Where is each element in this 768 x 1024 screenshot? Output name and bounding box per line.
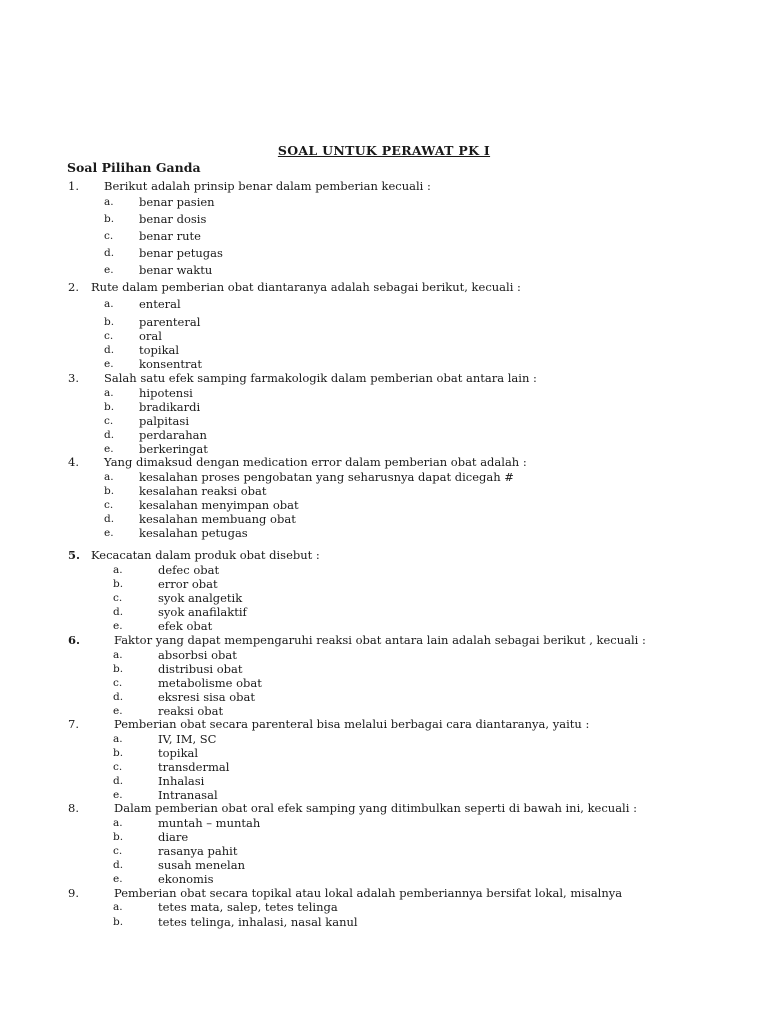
option-text: IV, IM, SC xyxy=(158,732,217,746)
option-letter: d. xyxy=(104,247,115,259)
question-number: 9. xyxy=(68,886,79,900)
option-text: parenteral xyxy=(139,315,201,329)
option-text: diare xyxy=(158,830,189,844)
option-letter: e. xyxy=(113,789,123,801)
option-text: metabolisme obat xyxy=(158,676,262,690)
option-letter: c. xyxy=(104,415,114,427)
option-text: konsentrat xyxy=(139,357,203,371)
option-letter: a. xyxy=(113,649,123,661)
option-text: syok analgetik xyxy=(158,591,243,605)
option-text: absorbsi obat xyxy=(158,648,237,662)
question-number: 6. xyxy=(68,633,81,647)
option-text: kesalahan reaksi obat xyxy=(139,484,267,498)
option-letter: d. xyxy=(104,344,115,356)
option-letter: b. xyxy=(104,401,115,413)
option-text: ekonomis xyxy=(158,872,214,886)
option-letter: c. xyxy=(104,499,114,511)
option-text: tetes mata, salep, tetes telinga xyxy=(158,900,338,914)
option-letter: b. xyxy=(113,578,124,590)
option-letter: c. xyxy=(113,592,123,604)
question-text: Pemberian obat secara topikal atau lokal adalah pemberiannya bersifat lokal, misalnya xyxy=(114,886,623,900)
option-text: efek obat xyxy=(158,619,213,633)
option-text: benar rute xyxy=(139,229,201,243)
option-letter: b. xyxy=(113,831,124,843)
option-letter: d. xyxy=(113,606,124,618)
option-letter: c. xyxy=(113,845,123,857)
option-letter: e. xyxy=(113,705,123,717)
option-letter: b. xyxy=(104,316,115,328)
option-text: kesalahan menyimpan obat xyxy=(139,498,299,512)
option-text: rasanya pahit xyxy=(158,844,238,858)
option-letter: b. xyxy=(113,747,124,759)
option-letter: c. xyxy=(104,330,114,342)
option-text: transdermal xyxy=(158,760,230,774)
question-text: Salah satu efek samping farmakologik dalam pemberian obat antara lain : xyxy=(104,371,537,385)
option-text: reaksi obat xyxy=(158,704,224,718)
option-letter: b. xyxy=(104,485,115,497)
question-number: 3. xyxy=(68,371,79,385)
question-text: Pemberian obat secara parenteral bisa melalui berbagai cara diantaranya, yaitu : xyxy=(114,717,590,731)
option-text: eksresi sisa obat xyxy=(158,690,255,704)
option-letter: e. xyxy=(113,873,123,885)
option-letter: a. xyxy=(113,733,123,745)
question-number: 8. xyxy=(68,801,79,815)
option-letter: a. xyxy=(113,817,123,829)
option-letter: e. xyxy=(104,264,114,276)
question-text: Berikut adalah prinsip benar dalam pemberian kecuali : xyxy=(104,179,431,193)
option-letter: e. xyxy=(113,620,123,632)
option-letter: c. xyxy=(113,761,123,773)
option-letter: d. xyxy=(113,859,124,871)
question-number: 2. xyxy=(68,280,79,294)
question-number: 7. xyxy=(68,717,79,731)
option-letter: e. xyxy=(104,443,114,455)
option-text: Inhalasi xyxy=(158,774,205,788)
option-letter: c. xyxy=(104,230,114,242)
question-text: Rute dalam pemberian obat diantaranya adalah sebagai berikut, kecuali : xyxy=(91,280,521,294)
question-number: 4. xyxy=(68,455,79,469)
option-text: distribusi obat xyxy=(158,662,243,676)
question-text: Dalam pemberian obat oral efek samping yang ditimbulkan seperti di bawah ini, kecuali : xyxy=(114,801,637,815)
option-letter: a. xyxy=(104,298,114,310)
option-text: perdarahan xyxy=(139,428,207,442)
option-letter: a. xyxy=(104,196,114,208)
option-text: benar waktu xyxy=(139,263,213,277)
option-text: enteral xyxy=(139,297,181,311)
option-letter: e. xyxy=(104,358,114,370)
option-text: oral xyxy=(139,329,162,343)
question-number: 5. xyxy=(68,548,81,562)
option-letter: b. xyxy=(104,213,115,225)
section-heading: Soal Pilihan Ganda xyxy=(67,160,201,175)
page-title: SOAL UNTUK PERAWAT PK I xyxy=(277,143,491,158)
option-text: Intranasal xyxy=(158,788,218,802)
question-text: Faktor yang dapat mempengaruhi reaksi obat antara lain adalah sebagai berikut , kecuali : xyxy=(114,633,646,647)
option-text: topikal xyxy=(139,343,180,357)
option-text: error obat xyxy=(158,577,218,591)
option-text: susah menelan xyxy=(158,858,245,872)
option-letter: a. xyxy=(104,471,114,483)
option-text: kesalahan membuang obat xyxy=(139,512,296,526)
option-text: hipotensi xyxy=(139,386,193,400)
option-text: muntah – muntah xyxy=(158,816,261,830)
option-letter: d. xyxy=(104,429,115,441)
option-letter: e. xyxy=(104,527,114,539)
option-text: benar pasien xyxy=(139,195,215,209)
option-text: kesalahan proses pengobatan yang seharusnya dapat dicegah # xyxy=(139,470,514,484)
question-text: Yang dimaksud dengan medication error dalam pemberian obat adalah : xyxy=(104,455,527,469)
option-text: topikal xyxy=(158,746,199,760)
option-text: palpitasi xyxy=(139,414,189,428)
option-letter: a. xyxy=(104,387,114,399)
option-text: benar dosis xyxy=(139,212,207,226)
option-text: benar petugas xyxy=(139,246,223,260)
option-letter: a. xyxy=(113,901,123,913)
question-text: Kecacatan dalam produk obat disebut : xyxy=(91,548,320,562)
option-letter: d. xyxy=(104,513,115,525)
option-text: kesalahan petugas xyxy=(139,526,248,540)
option-text: defec obat xyxy=(158,563,220,577)
option-text: syok anafilaktif xyxy=(158,605,247,619)
option-letter: d. xyxy=(113,691,124,703)
option-letter: b. xyxy=(113,663,124,675)
option-letter: a. xyxy=(113,564,123,576)
option-letter: b. xyxy=(113,916,124,928)
option-text: bradikardi xyxy=(139,400,201,414)
option-letter: d. xyxy=(113,775,124,787)
option-text: tetes telinga, inhalasi, nasal kanul xyxy=(158,915,358,929)
option-letter: c. xyxy=(113,677,123,689)
question-number: 1. xyxy=(68,179,79,193)
option-text: berkeringat xyxy=(139,442,208,456)
